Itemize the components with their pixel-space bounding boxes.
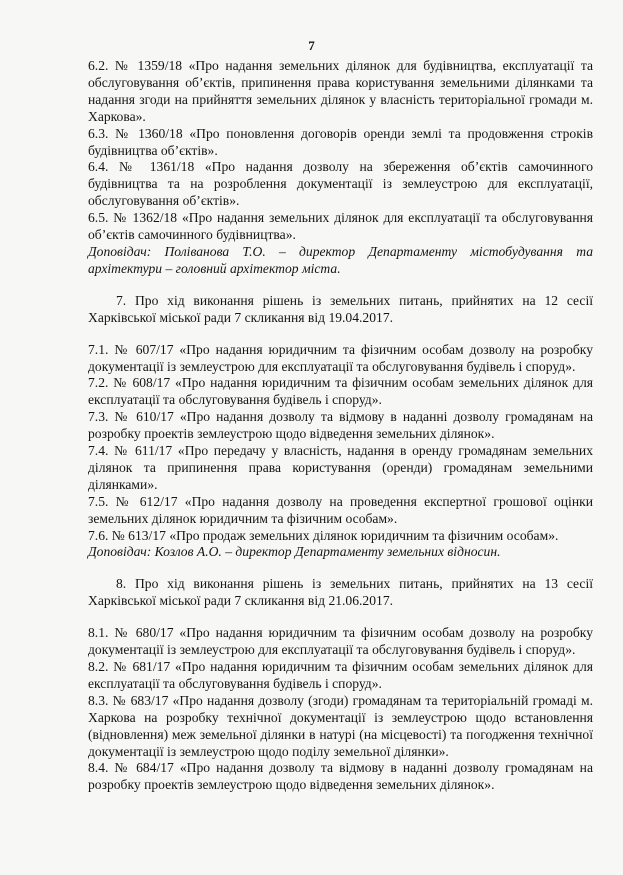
agenda-item-8-4: 8.4. № 684/17 «Про надання дозволу та відмову в наданні дозволу громадянам на розробку проектів землеустрою щодо відведення земельних ділянок». [88, 760, 593, 793]
agenda-item-8-2: 8.2. № 681/17 «Про надання юридичним та фізичним особам земельних ділянок для експлуатації та обслуговування будівель і споруд». [88, 659, 593, 691]
spacer [88, 561, 593, 576]
speaker-section-7: Доповідач: Козлов А.О. – директор Департаменту земельних відносин. [88, 544, 501, 560]
agenda-item-7-1: 7.1. № 607/17 «Про надання юридичним та фізичним особам дозволу на розробку документації із землеустрою для експлуатації та обслуговування будівель і споруд». [88, 341, 593, 374]
spacer [88, 278, 593, 293]
agenda-item-6-4: 6.4. № 1361/18 «Про надання дозволу на збереження об’єктів самочинного будівництва та на розроблення документації із землеустрою для експлуатації, обслуговування об’єктів». [88, 159, 593, 209]
agenda-item-6-3: 6.3. № 1360/18 «Про поновлення договорів оренди землі та продовження строків будівництва об’єктів». [88, 125, 593, 158]
agenda-item-6-5: 6.5. № 1362/18 «Про надання земельних ділянок для експлуатації та обслуговування об’єктів самочинного будівництва». [88, 210, 593, 243]
agenda-item-7-5: 7.5. № 612/17 «Про надання дозволу на проведення експертної грошової оцінки земельних ділянок юридичним та фізичним особам». [88, 493, 593, 526]
agenda-item-7-3: 7.3. № 610/17 «Про надання дозволу та відмову в наданні дозволу громадянам на розробку проектів землеустрою щодо відведення земельних ділянок». [88, 409, 593, 442]
spacer [88, 610, 593, 625]
spacer [88, 327, 593, 342]
speaker-section-6: Доповідач: Поліванова Т.О. – директор Департаменту містобудування та архітектури – головний архітектор міста. [88, 243, 593, 276]
agenda-heading-8: 8. Про хід виконання рішень із земельних питань, прийнятих на 13 сесії Харківської міської ради 7 скликання від 21.06.2017. [88, 576, 593, 609]
agenda-item-7-4: 7.4. № 611/17 «Про передачу у власність, надання в оренду громадянам земельних ділянок та припинення права користування (оренди) громадянам земельними ділянками». [88, 443, 593, 492]
agenda-item-6-2: 6.2. № 1359/18 «Про надання земельних ділянок для будівництва, експлуатації та обслуговування об’єктів, припинення права користування земельними ділянками та надання згоди на прийняття земельних ділянок у власність територіальної громади м. Харкова». [88, 58, 593, 124]
agenda-item-8-3: 8.3. № 683/17 «Про надання дозволу (згоди) громадянам та територіальній громаді м. Харкова на розробку технічної документації із землеустрою щодо встановлення (відновлення) меж земельної ділянки в натурі (на місцевості) та погодження технічної документації із землеустрою щодо поділу земельної ділянки». [88, 692, 593, 759]
document-body [88, 58, 593, 794]
agenda-item-8-1: 8.1. № 680/17 «Про надання юридичним та фізичним особам дозволу на розробку документації із землеустрою для експлуатації та обслуговування будівель і споруд». [88, 625, 593, 658]
page-number: 7 [308, 38, 315, 53]
agenda-heading-7: 7. Про хід виконання рішень із земельних питань, прийнятих на 12 сесії Харківської міської ради 7 скликання від 19.04.2017. [88, 292, 593, 325]
agenda-item-7-2: 7.2. № 608/17 «Про надання юридичним та фізичним особам земельних ділянок для експлуатації та обслуговування будівель і споруд». [88, 375, 593, 408]
agenda-item-7-6: 7.6. № 613/17 «Про продаж земельних ділянок юридичним та фізичним особам». [88, 527, 559, 543]
